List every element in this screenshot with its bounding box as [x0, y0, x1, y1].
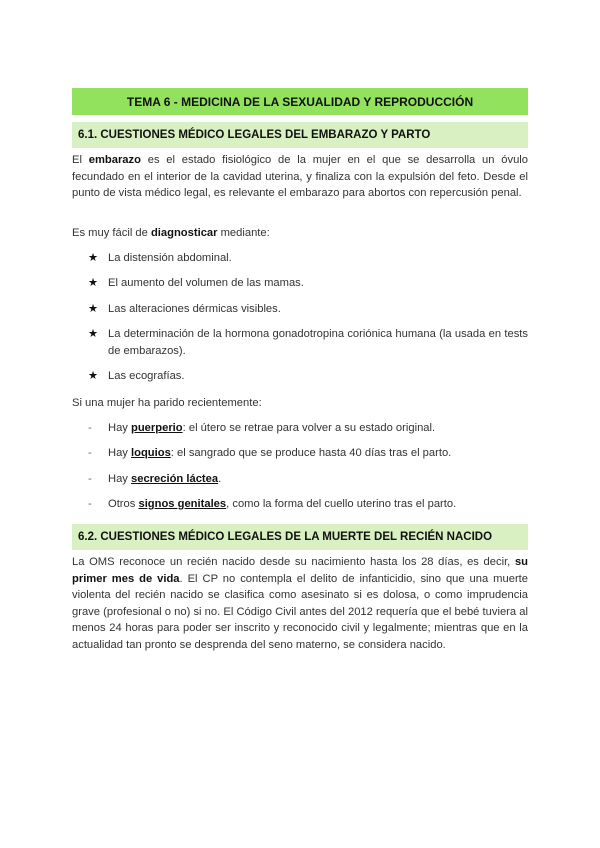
bullet-text: Las alteraciones dérmicas visibles.	[108, 303, 281, 315]
text-run: Hay	[108, 422, 132, 434]
bullet-text: Las ecografías.	[108, 370, 185, 382]
text-run: : el sangrado que se produce hasta 40 días tras el parto.	[170, 447, 452, 459]
star-icon: ★	[88, 370, 99, 382]
section-heading-2: 6.2. CUESTIONES MÉDICO LEGALES DE LA MUERTE DEL RECIÉN NACIDO	[72, 524, 528, 550]
term-puerperio: puerperio	[131, 422, 183, 434]
text-run: .	[218, 473, 222, 485]
bullet-text: La distensión abdominal.	[108, 252, 232, 264]
text-run: El	[72, 154, 89, 166]
text-run: Es muy fácil de	[72, 227, 151, 239]
bullet-item	[88, 368, 528, 385]
text-run: es el estado fisiológico de la mujer en el que se desarrolla un óvulo fecundado en el interior de la cavidad uterina, y finaliza con la expulsión del feto. Desde el punto de vista médico legal, es relevante el embarazo para abortos con repercusión penal.	[72, 154, 528, 199]
postpartum-intro: Si una mujer ha parido recientemente:	[72, 397, 262, 409]
star-icon: ★	[88, 328, 99, 340]
bullet-item	[88, 326, 528, 359]
dash-marker: -	[88, 447, 92, 459]
bullet-item	[88, 301, 528, 318]
dash-item	[88, 445, 528, 462]
text-run: mediante:	[217, 227, 270, 239]
text-run: Otros	[108, 498, 139, 510]
dash-item	[88, 496, 528, 513]
term-signos-genitales: signos genitales	[138, 498, 227, 510]
text-run: : el útero se retrae para volver a su estado original.	[182, 422, 436, 434]
star-icon: ★	[88, 277, 99, 289]
term-embarazo: embarazo	[88, 154, 141, 166]
diagnosis-intro	[72, 225, 528, 242]
bullet-item	[88, 275, 528, 292]
term-loquios: loquios	[131, 447, 171, 459]
newborn-paragraph	[72, 554, 528, 653]
bullet-text: El aumento del volumen de las mamas.	[108, 277, 304, 289]
text-run: , como la forma del cuello uterino tras el parto.	[226, 498, 457, 510]
term-secrecion-lactea: secreción láctea	[131, 473, 219, 485]
dash-item	[88, 420, 528, 437]
dash-marker: -	[88, 422, 92, 434]
bullet-text: La determinación de la hormona gonadotropina coriónica humana (la usada en tests de embarazos).	[108, 328, 528, 357]
text-run: Hay	[108, 473, 132, 485]
pregnancy-definition-paragraph	[72, 152, 528, 202]
text-run: . El CP no contempla el delito de infanticidio, sino que una muerte violenta del recién nacido se clasifica como asesinato si es dolosa, o como imprudencia grave (profesional o no) si no. El Código Civil antes del 2012 requería que el bebé tuviera al menos 24 horas para poder ser inscrito y reconocido civil y legalmente; mientras que en la actualidad tan pronto se desprenda del seno materno, se considera nacido.	[72, 572, 529, 651]
term-primer-mes: su primer mes de vida	[72, 556, 528, 585]
star-icon: ★	[88, 303, 99, 315]
text-run: Hay	[108, 447, 132, 459]
section-heading-1: 6.1. CUESTIONES MÉDICO LEGALES DEL EMBARAZO Y PARTO	[72, 122, 528, 148]
dash-marker: -	[88, 473, 92, 485]
bullet-item	[88, 250, 528, 267]
page-title: TEMA 6 - MEDICINA DE LA SEXUALIDAD Y REPRODUCCIÓN	[72, 88, 528, 115]
dash-item	[88, 471, 528, 488]
term-diagnosticar: diagnosticar	[150, 227, 218, 239]
star-icon: ★	[88, 252, 99, 264]
dash-marker: -	[88, 498, 92, 510]
text-run: La OMS reconoce un recién nacido desde su nacimiento hasta los 28 días, es decir,	[72, 556, 515, 568]
